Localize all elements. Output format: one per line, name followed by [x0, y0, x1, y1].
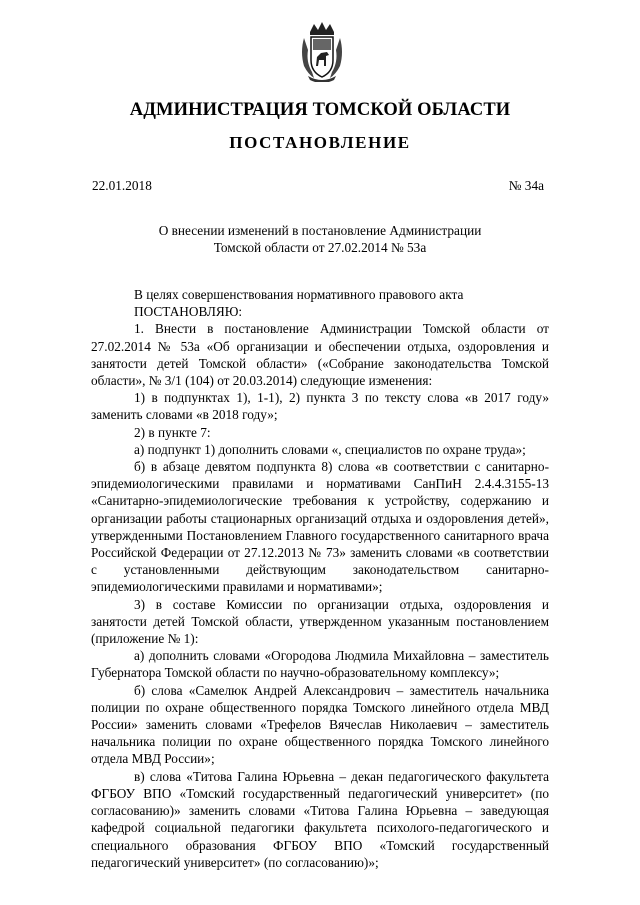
document-body	[91, 286, 549, 871]
body-paragraph: б) в абзаце девятом подпункта 8) слова «в соответствии с санитарно-эпидемиологическими правилами и нормативами СанПиН 2.4.4.3155-13 «Санитарно-эпидемиологические требования к устройству, содержанию и организации работы стационарных организаций отдыха и оздоровления детей», утвержденными Постановлением Главного государственного санитарного врача Российской Федерации от 27.12.2013 № 73» заменить словами «в соответствии с установленными действующим законодательством санитарно-эпидемиологическими правилами и нормативами»;	[91, 459, 549, 595]
body-paragraph: а) дополнить словами «Огородова Людмила Михайловна – заместитель Губернатора Томской области по научно-образовательному комплексу»;	[91, 648, 549, 681]
body-paragraph: 1) в подпунктах 1), 1-1), 2) пункта 3 по тексту слова «в 2017 году» заменить словами «в 2018 году»;	[91, 390, 549, 423]
document-date: 22.01.2018	[92, 178, 152, 193]
document-type: ПОСТАНОВЛЕНИЕ	[229, 133, 411, 152]
document-subject	[100, 222, 540, 256]
organization-title: АДМИНИСТРАЦИЯ ТОМСКОЙ ОБЛАСТИ	[129, 100, 511, 120]
body-paragraph: 3) в составе Комиссии по организации отдыха, оздоровления и занятости детей Томской области, утвержденном указанным постановлением (приложение № 1):	[91, 596, 549, 647]
subject-line: О внесении изменений в постановление Администрации	[158, 223, 482, 238]
body-paragraph: б) слова «Самелюк Андрей Александрович – заместитель начальника полиции по охране общественного порядка Томского линейного отдела МВД России» заменить словами «Трефелов Вячеслав Николаевич – заместитель начальника полиции по охране общественного порядка Томского линейного отдела МВД России»;	[91, 682, 549, 767]
body-paragraph: 1. Внести в постановление Администрации Томской области от 27.02.2014 № 53а «Об организации и обеспечении отдыха, оздоровления и занятости детей Томской области» («Собрание законодательства Томской области», № 3/1 (104) от 20.03.2014) следующие изменения:	[91, 321, 549, 389]
subject-line: Томской области от 27.02.2014 № 53а	[213, 240, 427, 255]
body-paragraph: а) подпункт 1) дополнить словами «, специалистов по охране труда»;	[134, 441, 526, 457]
body-paragraph: ПОСТАНОВЛЯЮ:	[134, 304, 243, 320]
coat-of-arms-icon	[300, 22, 344, 82]
body-paragraph: 2) в пункте 7:	[134, 424, 211, 440]
body-paragraph: в) слова «Титова Галина Юрьевна – декан педагогического факультета ФГБОУ ВПО «Томский государственный педагогический университет» (по согласованию)» заменить словами «Титова Галина Юрьевна – заведующая кафедрой социальной педагогики факультета психолого-педагогического и специального образования ФГБОУ ВПО «Томский государственный педагогический университет» (по согласованию)»;	[91, 768, 549, 870]
body-paragraph: В целях совершенствования нормативного правового акта	[134, 287, 464, 302]
document-number: № 34а	[508, 178, 544, 193]
